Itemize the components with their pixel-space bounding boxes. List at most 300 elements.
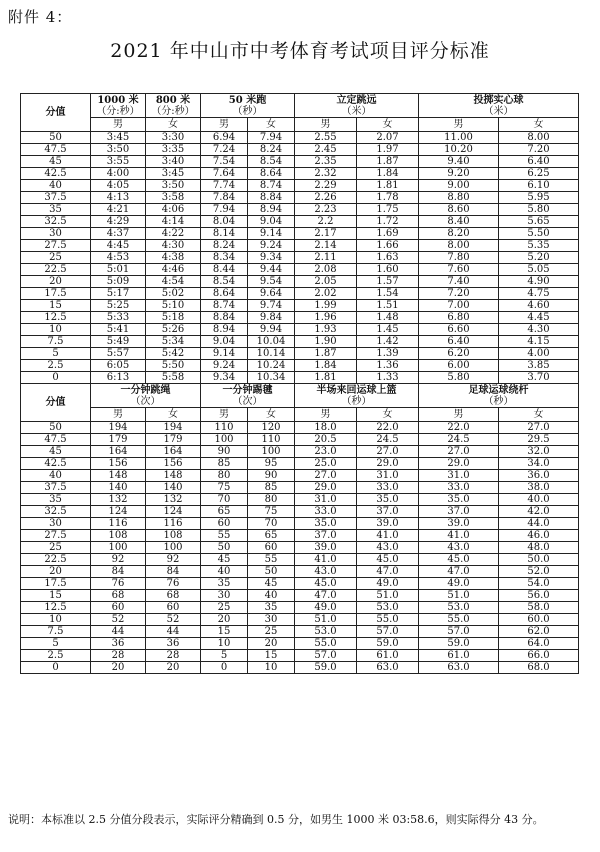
value-cell: 2.55 — [295, 132, 357, 144]
value-cell: 85 — [248, 482, 295, 494]
score-cell: 5 — [21, 638, 91, 650]
table-row — [21, 566, 579, 578]
table-row — [21, 312, 579, 324]
document-title: 2021 年中山市中考体育考试项目评分标准 — [110, 40, 490, 62]
value-cell: 61.0 — [357, 650, 419, 662]
value-cell: 28 — [146, 650, 201, 662]
value-cell: 5:33 — [91, 312, 146, 324]
value-cell: 2.32 — [295, 168, 357, 180]
value-cell: 194 — [146, 422, 201, 434]
value-cell: 63.0 — [419, 662, 499, 674]
value-cell: 62.0 — [499, 626, 579, 638]
value-cell: 27.0 — [295, 470, 357, 482]
value-cell: 9.54 — [248, 276, 295, 288]
value-cell: 60 — [248, 542, 295, 554]
value-cell: 3:55 — [91, 156, 146, 168]
value-cell: 2.29 — [295, 180, 357, 192]
value-cell: 8.74 — [201, 300, 248, 312]
value-cell: 1.48 — [357, 312, 419, 324]
value-cell: 100 — [201, 434, 248, 446]
header-standing-jump-unit: （米） — [341, 105, 372, 117]
header-basketball-unit: （秒） — [341, 395, 372, 407]
table-row — [21, 144, 579, 156]
value-cell: 25 — [201, 602, 248, 614]
value-cell: 76 — [91, 578, 146, 590]
value-cell: 3:45 — [146, 168, 201, 180]
value-cell: 33.0 — [295, 506, 357, 518]
value-cell: 1.39 — [357, 348, 419, 360]
gender-cell: 男 — [295, 408, 357, 422]
header-shot-put-unit: （米） — [483, 105, 514, 117]
scoring-table — [20, 93, 579, 674]
value-cell: 33.0 — [357, 482, 419, 494]
value-cell: 60.0 — [499, 614, 579, 626]
value-cell: 2.23 — [295, 204, 357, 216]
value-cell: 32.0 — [499, 446, 579, 458]
value-cell: 5.80 — [499, 204, 579, 216]
value-cell: 4:29 — [91, 216, 146, 228]
value-cell: 49.0 — [419, 578, 499, 590]
value-cell: 80 — [248, 494, 295, 506]
value-cell: 35 — [248, 602, 295, 614]
value-cell: 1.96 — [295, 312, 357, 324]
table-row — [21, 662, 579, 674]
value-cell: 8.20 — [419, 228, 499, 240]
value-cell: 5:25 — [91, 300, 146, 312]
value-cell: 4:14 — [146, 216, 201, 228]
value-cell: 60 — [201, 518, 248, 530]
value-cell: 64.0 — [499, 638, 579, 650]
value-cell: 11.00 — [419, 132, 499, 144]
value-cell: 1.99 — [295, 300, 357, 312]
value-cell: 85 — [201, 458, 248, 470]
value-cell: 90 — [248, 470, 295, 482]
value-cell: 1.33 — [357, 372, 419, 384]
value-cell: 1.81 — [295, 372, 357, 384]
value-cell: 58.0 — [499, 602, 579, 614]
value-cell: 8.24 — [248, 144, 295, 156]
section2-score-header: 分值 — [21, 384, 91, 422]
value-cell: 7.24 — [201, 144, 248, 156]
value-cell: 4.45 — [499, 312, 579, 324]
value-cell: 6.80 — [419, 312, 499, 324]
table-row — [21, 518, 579, 530]
value-cell: 39.0 — [419, 518, 499, 530]
value-cell: 65 — [201, 506, 248, 518]
value-cell: 30 — [248, 614, 295, 626]
value-cell: 9.44 — [248, 264, 295, 276]
value-cell: 5 — [201, 650, 248, 662]
value-cell: 47.0 — [419, 566, 499, 578]
value-cell: 4:46 — [146, 264, 201, 276]
table-row — [21, 216, 579, 228]
value-cell: 51.0 — [295, 614, 357, 626]
table-row — [21, 264, 579, 276]
value-cell: 8.60 — [419, 204, 499, 216]
header-50m-unit: （秒） — [232, 105, 263, 117]
gender-cell: 女 — [248, 408, 295, 422]
value-cell: 1.57 — [357, 276, 419, 288]
value-cell: 59.0 — [295, 662, 357, 674]
value-cell: 140 — [91, 482, 146, 494]
score-cell: 32.5 — [21, 506, 91, 518]
value-cell: 80 — [201, 470, 248, 482]
value-cell: 8.14 — [201, 228, 248, 240]
value-cell: 44 — [91, 626, 146, 638]
value-cell: 6.40 — [499, 156, 579, 168]
table-row — [21, 168, 579, 180]
value-cell: 30 — [201, 590, 248, 602]
value-cell: 5.35 — [499, 240, 579, 252]
value-cell: 23.0 — [295, 446, 357, 458]
value-cell: 95 — [248, 458, 295, 470]
value-cell: 8.64 — [248, 168, 295, 180]
value-cell: 5:02 — [146, 288, 201, 300]
value-cell: 132 — [146, 494, 201, 506]
value-cell: 7.74 — [201, 180, 248, 192]
value-cell: 3:30 — [146, 132, 201, 144]
header-shuttlecock-unit: （次） — [232, 395, 263, 407]
score-cell: 27.5 — [21, 530, 91, 542]
table-row — [21, 240, 579, 252]
value-cell: 38.0 — [499, 482, 579, 494]
value-cell: 5.05 — [499, 264, 579, 276]
value-cell: 9.40 — [419, 156, 499, 168]
value-cell: 9.04 — [248, 216, 295, 228]
value-cell: 66.0 — [499, 650, 579, 662]
table-row — [21, 228, 579, 240]
value-cell: 9.84 — [248, 312, 295, 324]
value-cell: 108 — [91, 530, 146, 542]
value-cell: 37.0 — [357, 506, 419, 518]
table-row — [21, 252, 579, 264]
value-cell: 100 — [146, 542, 201, 554]
value-cell: 9.04 — [201, 336, 248, 348]
value-cell: 92 — [91, 554, 146, 566]
value-cell: 6:05 — [91, 360, 146, 372]
value-cell: 4.00 — [499, 348, 579, 360]
value-cell: 42.0 — [499, 506, 579, 518]
value-cell: 4:54 — [146, 276, 201, 288]
value-cell: 5:42 — [146, 348, 201, 360]
score-cell: 0 — [21, 372, 91, 384]
gender-cell: 男 — [419, 118, 499, 132]
value-cell: 33.0 — [419, 482, 499, 494]
value-cell: 47.0 — [357, 566, 419, 578]
score-cell: 22.5 — [21, 554, 91, 566]
score-cell: 22.5 — [21, 264, 91, 276]
value-cell: 44 — [146, 626, 201, 638]
value-cell: 39.0 — [295, 542, 357, 554]
value-cell: 2.07 — [357, 132, 419, 144]
gender-cell: 女 — [357, 408, 419, 422]
value-cell: 5:34 — [146, 336, 201, 348]
score-cell: 2.5 — [21, 650, 91, 662]
section1-score-header: 分值 — [21, 94, 91, 132]
value-cell: 50 — [201, 542, 248, 554]
score-cell: 20 — [21, 276, 91, 288]
value-cell: 9.74 — [248, 300, 295, 312]
value-cell: 1.63 — [357, 252, 419, 264]
value-cell: 1.81 — [357, 180, 419, 192]
header-800m-name: 800 米 — [155, 94, 191, 106]
value-cell: 61.0 — [419, 650, 499, 662]
score-cell: 30 — [21, 518, 91, 530]
value-cell: 46.0 — [499, 530, 579, 542]
value-cell: 60 — [146, 602, 201, 614]
value-cell: 164 — [146, 446, 201, 458]
value-cell: 179 — [91, 434, 146, 446]
table-row — [21, 348, 579, 360]
value-cell: 1.87 — [295, 348, 357, 360]
value-cell: 4:05 — [91, 180, 146, 192]
value-cell: 37.0 — [419, 506, 499, 518]
value-cell: 3:35 — [146, 144, 201, 156]
value-cell: 4:38 — [146, 252, 201, 264]
value-cell: 84 — [91, 566, 146, 578]
header-50m-name: 50 米跑 — [228, 94, 267, 106]
value-cell: 37.0 — [295, 530, 357, 542]
value-cell: 5:01 — [91, 264, 146, 276]
value-cell: 55 — [248, 554, 295, 566]
value-cell: 4:13 — [91, 192, 146, 204]
table-row — [21, 542, 579, 554]
value-cell: 4:45 — [91, 240, 146, 252]
value-cell: 5:17 — [91, 288, 146, 300]
header-standing-jump-name: 立定跳远 — [336, 94, 377, 106]
value-cell: 47.0 — [295, 590, 357, 602]
value-cell: 9.34 — [248, 252, 295, 264]
value-cell: 8.34 — [201, 252, 248, 264]
value-cell: 4:22 — [146, 228, 201, 240]
value-cell: 51.0 — [357, 590, 419, 602]
value-cell: 45.0 — [295, 578, 357, 590]
value-cell: 18.0 — [295, 422, 357, 434]
value-cell: 110 — [248, 434, 295, 446]
value-cell: 6:13 — [91, 372, 146, 384]
value-cell: 1.60 — [357, 264, 419, 276]
score-cell: 20 — [21, 566, 91, 578]
table-row — [21, 372, 579, 384]
value-cell: 5.50 — [499, 228, 579, 240]
value-cell: 4:30 — [146, 240, 201, 252]
value-cell: 9.64 — [248, 288, 295, 300]
gender-cell: 女 — [146, 408, 201, 422]
value-cell: 7.60 — [419, 264, 499, 276]
value-cell: 100 — [91, 542, 146, 554]
value-cell: 20.5 — [295, 434, 357, 446]
value-cell: 29.0 — [419, 458, 499, 470]
value-cell: 9.34 — [201, 372, 248, 384]
value-cell: 10.34 — [248, 372, 295, 384]
table-row — [21, 192, 579, 204]
gender-cell: 女 — [499, 408, 579, 422]
value-cell: 36 — [146, 638, 201, 650]
score-cell: 2.5 — [21, 360, 91, 372]
value-cell: 50.0 — [499, 554, 579, 566]
table-row — [21, 204, 579, 216]
score-cell: 27.5 — [21, 240, 91, 252]
value-cell: 4:21 — [91, 204, 146, 216]
value-cell: 194 — [91, 422, 146, 434]
score-cell: 25 — [21, 252, 91, 264]
header-football-name: 足球运球绕杆 — [468, 384, 529, 396]
value-cell: 55.0 — [419, 614, 499, 626]
value-cell: 1.93 — [295, 324, 357, 336]
score-cell: 35 — [21, 204, 91, 216]
value-cell: 7.00 — [419, 300, 499, 312]
score-cell: 47.5 — [21, 144, 91, 156]
value-cell: 35.0 — [357, 494, 419, 506]
value-cell: 6.94 — [201, 132, 248, 144]
value-cell: 31.0 — [295, 494, 357, 506]
value-cell: 40.0 — [499, 494, 579, 506]
value-cell: 63.0 — [357, 662, 419, 674]
value-cell: 76 — [146, 578, 201, 590]
value-cell: 5:41 — [91, 324, 146, 336]
value-cell: 53.0 — [295, 626, 357, 638]
table-row — [21, 530, 579, 542]
value-cell: 10.14 — [248, 348, 295, 360]
score-cell: 40 — [21, 180, 91, 192]
value-cell: 4:00 — [91, 168, 146, 180]
value-cell: 9.00 — [419, 180, 499, 192]
value-cell: 6.00 — [419, 360, 499, 372]
value-cell: 3:58 — [146, 192, 201, 204]
value-cell: 75 — [248, 506, 295, 518]
gender-cell: 女 — [357, 118, 419, 132]
value-cell: 140 — [146, 482, 201, 494]
value-cell: 40 — [248, 590, 295, 602]
value-cell: 49.0 — [295, 602, 357, 614]
value-cell: 4:06 — [146, 204, 201, 216]
value-cell: 5:57 — [91, 348, 146, 360]
value-cell: 43.0 — [419, 542, 499, 554]
value-cell: 8.64 — [201, 288, 248, 300]
value-cell: 43.0 — [357, 542, 419, 554]
header-standing-jump — [295, 94, 419, 118]
table-row — [21, 276, 579, 288]
gender-cell: 女 — [146, 118, 201, 132]
score-cell: 37.5 — [21, 192, 91, 204]
value-cell: 4.30 — [499, 324, 579, 336]
value-cell: 55 — [201, 530, 248, 542]
value-cell: 9.24 — [248, 240, 295, 252]
value-cell: 50 — [248, 566, 295, 578]
header-basketball — [295, 384, 419, 408]
table-row — [21, 180, 579, 192]
value-cell: 40 — [201, 566, 248, 578]
value-cell: 1.78 — [357, 192, 419, 204]
score-cell: 25 — [21, 542, 91, 554]
value-cell: 7.20 — [419, 288, 499, 300]
value-cell: 0 — [201, 662, 248, 674]
header-shot-put — [419, 94, 579, 118]
score-cell: 47.5 — [21, 434, 91, 446]
value-cell: 10.04 — [248, 336, 295, 348]
section2-header-row — [21, 384, 579, 408]
value-cell: 6.60 — [419, 324, 499, 336]
header-1000m-unit: （分:秒） — [96, 105, 140, 117]
table-row — [21, 434, 579, 446]
value-cell: 8.84 — [248, 192, 295, 204]
value-cell: 1.75 — [357, 204, 419, 216]
header-rope-skipping-name: 一分钟跳绳 — [120, 384, 171, 396]
value-cell: 84 — [146, 566, 201, 578]
score-cell: 30 — [21, 228, 91, 240]
value-cell: 7.94 — [201, 204, 248, 216]
value-cell: 2.2 — [295, 216, 357, 228]
value-cell: 39.0 — [357, 518, 419, 530]
gender-cell: 女 — [248, 118, 295, 132]
table-row — [21, 590, 579, 602]
header-1000m — [91, 94, 146, 118]
table-row — [21, 288, 579, 300]
value-cell: 2.02 — [295, 288, 357, 300]
value-cell: 53.0 — [357, 602, 419, 614]
value-cell: 2.35 — [295, 156, 357, 168]
header-1000m-name: 1000 米 — [97, 94, 139, 106]
value-cell: 5.80 — [419, 372, 499, 384]
value-cell: 45 — [201, 554, 248, 566]
value-cell: 8.04 — [201, 216, 248, 228]
value-cell: 3.85 — [499, 360, 579, 372]
value-cell: 1.69 — [357, 228, 419, 240]
value-cell: 7.80 — [419, 252, 499, 264]
value-cell: 53.0 — [419, 602, 499, 614]
value-cell: 1.42 — [357, 336, 419, 348]
value-cell: 68.0 — [499, 662, 579, 674]
value-cell: 20 — [91, 662, 146, 674]
value-cell: 8.74 — [248, 180, 295, 192]
value-cell: 68 — [91, 590, 146, 602]
table-row — [21, 626, 579, 638]
table-row — [21, 300, 579, 312]
value-cell: 5:50 — [146, 360, 201, 372]
score-cell: 15 — [21, 590, 91, 602]
score-cell: 15 — [21, 300, 91, 312]
value-cell: 6.25 — [499, 168, 579, 180]
value-cell: 1.84 — [357, 168, 419, 180]
table-row — [21, 470, 579, 482]
score-cell: 50 — [21, 132, 91, 144]
value-cell: 41.0 — [419, 530, 499, 542]
value-cell: 148 — [91, 470, 146, 482]
value-cell: 68 — [146, 590, 201, 602]
score-cell: 50 — [21, 422, 91, 434]
header-800m — [146, 94, 201, 118]
score-cell: 35 — [21, 494, 91, 506]
value-cell: 5:10 — [146, 300, 201, 312]
section1-body — [21, 94, 579, 384]
header-shot-put-name: 投掷实心球 — [473, 94, 524, 106]
table-row — [21, 446, 579, 458]
table-row — [21, 602, 579, 614]
value-cell: 8.40 — [419, 216, 499, 228]
value-cell: 36 — [91, 638, 146, 650]
value-cell: 8.80 — [419, 192, 499, 204]
value-cell: 5.20 — [499, 252, 579, 264]
value-cell: 20 — [146, 662, 201, 674]
value-cell: 4.90 — [499, 276, 579, 288]
value-cell: 7.54 — [201, 156, 248, 168]
value-cell: 148 — [146, 470, 201, 482]
value-cell: 6.20 — [419, 348, 499, 360]
value-cell: 5:49 — [91, 336, 146, 348]
value-cell: 24.5 — [419, 434, 499, 446]
value-cell: 7.94 — [248, 132, 295, 144]
value-cell: 5.65 — [499, 216, 579, 228]
